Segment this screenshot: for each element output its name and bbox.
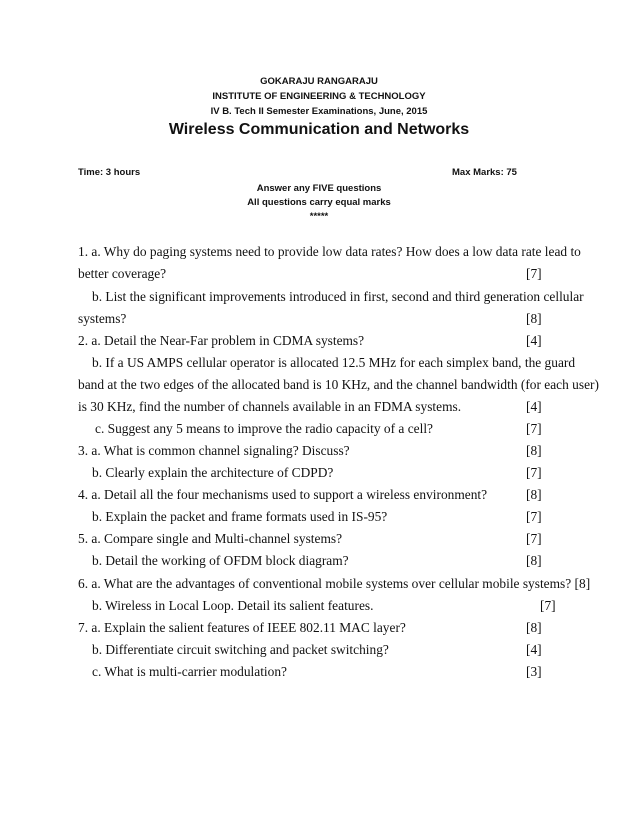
marks-label: [4] — [526, 399, 542, 414]
question-line: is 30 KHz, find the number of channels available in an FDMA systems. — [78, 399, 462, 414]
question-line: 7. a. Explain the salient features of IEEE 802.11 MAC layer? — [78, 620, 406, 635]
question-line: c. Suggest any 5 means to improve the radio capacity of a cell? — [95, 421, 433, 436]
question-line: better coverage? — [78, 266, 167, 281]
marks-label: [7] — [526, 465, 542, 480]
instruction-equal-marks: All questions carry equal marks — [247, 197, 391, 208]
question-line: 5. a. Compare single and Multi-channel systems? — [78, 531, 343, 546]
institute-name: INSTITUTE OF ENGINEERING & TECHNOLOGY — [212, 91, 426, 102]
marks-label: [8] — [526, 311, 542, 326]
question-line: systems? — [78, 311, 127, 326]
time-label: Time: 3 hours — [78, 167, 141, 178]
marks-label: [8] — [526, 620, 542, 635]
question-line: 1. a. Why do paging systems need to provide low data rates? How does a low data rate lead to — [78, 244, 581, 259]
marks-label: [3] — [526, 664, 542, 679]
marks-label: [7] — [526, 421, 542, 436]
question-line: b. Explain the packet and frame formats used in IS-95? — [92, 509, 388, 524]
question-line: 4. a. Detail all the four mechanisms used to support a wireless environment? — [78, 487, 488, 502]
question-line: 3. a. What is common channel signaling? Discuss? — [78, 443, 350, 458]
question-line: 2. a. Detail the Near-Far problem in CDMA systems? — [78, 333, 365, 348]
marks-label: [4] — [526, 642, 542, 657]
marks-label: [7] — [526, 509, 542, 524]
question-line: c. What is multi-carrier modulation? — [92, 664, 287, 679]
question-line: b. Wireless in Local Loop. Detail its salient features. — [92, 598, 374, 613]
max-marks-label: Max Marks: 75 — [452, 167, 517, 178]
instruction-answer-five: Answer any FIVE questions — [256, 183, 382, 194]
question-line: b. Differentiate circuit switching and packet switching? — [92, 642, 389, 657]
question-line: b. If a US AMPS cellular operator is allocated 12.5 MHz for each simplex band, the guard — [92, 355, 576, 370]
question-line: b. List the significant improvements introduced in first, second and third generation cellular — [92, 289, 584, 304]
question-line: b. Clearly explain the architecture of CDPD? — [92, 465, 334, 480]
marks-label: [7] — [526, 266, 542, 281]
marks-label: [7] — [540, 598, 556, 613]
college-name: GOKARAJU RANGARAJU — [260, 76, 378, 87]
question-line: b. Detail the working of OFDM block diagram? — [92, 553, 349, 568]
exam-title: IV B. Tech II Semester Examinations, June, 2015 — [210, 106, 428, 117]
stars-divider: ***** — [309, 211, 329, 222]
marks-label: [8] — [526, 487, 542, 502]
marks-label: [7] — [526, 531, 542, 546]
marks-label: [8] — [526, 443, 542, 458]
marks-label: [8] — [526, 553, 542, 568]
question-line: band at the two edges of the allocated band is 10 KHz, and the channel bandwidth (for each user) — [78, 377, 599, 392]
question-line: 6. a. What are the advantages of conventional mobile systems over cellular mobile systems? [8] — [78, 576, 591, 591]
subject-title: Wireless Communication and Networks — [168, 121, 470, 138]
marks-label: [4] — [526, 333, 542, 348]
